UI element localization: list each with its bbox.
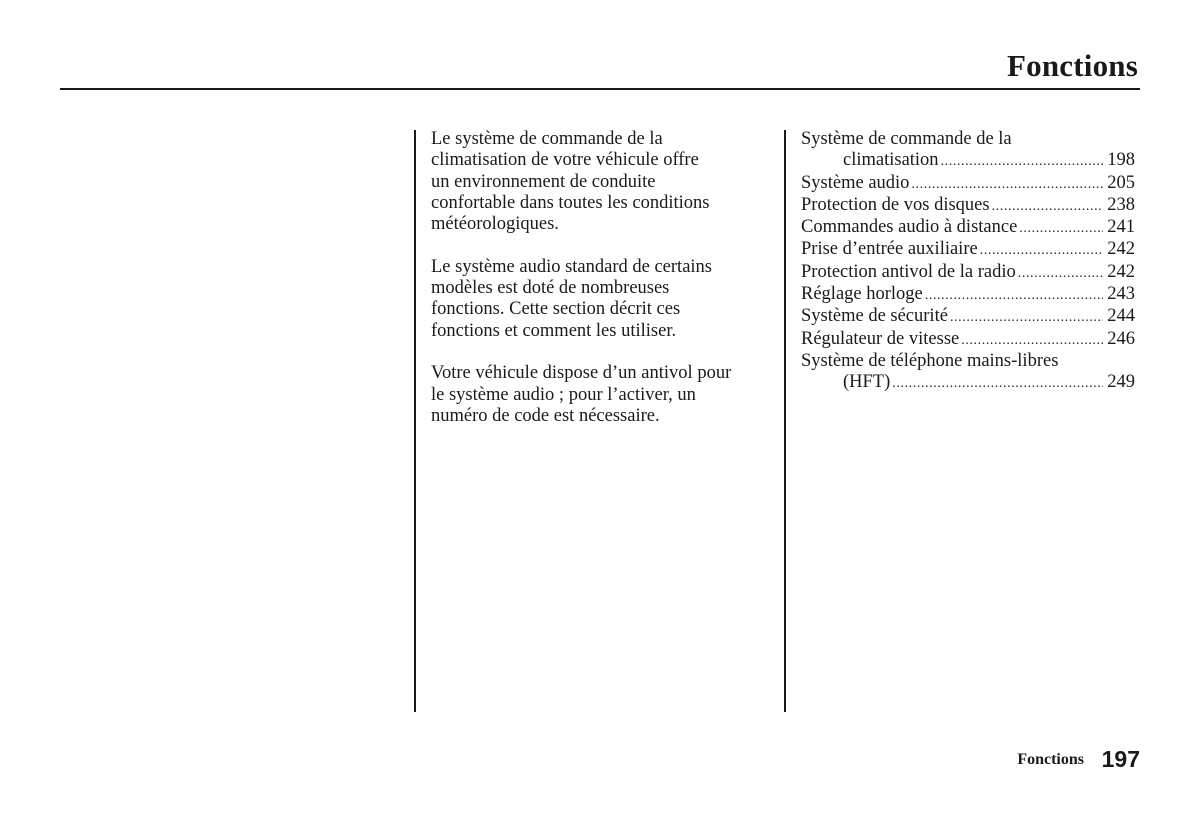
toc-entry-reglage-horloge[interactable] bbox=[801, 284, 1135, 306]
intro-paragraph: Le système audio standard de certains modèles est doté de nombreuses fonctions. Cette section décrit ces fonctions et comment les utiliser. bbox=[431, 256, 712, 341]
toc-leader-dots bbox=[911, 174, 1103, 195]
column-divider-left bbox=[414, 130, 416, 712]
toc-entry-page: 244 bbox=[1107, 306, 1135, 327]
toc-entry-label: Système audio bbox=[801, 172, 910, 193]
toc-entry-hft-line1: Système de téléphone mains-libres bbox=[801, 350, 1059, 371]
column-divider-right bbox=[784, 130, 786, 712]
intro-paragraph: Votre véhicule dispose d’un antivol pour le système audio ; pour l’activer, un numéro de code est nécessaire. bbox=[431, 363, 732, 426]
toc-entry-climatisation-line1: Système de commande de la bbox=[801, 129, 1012, 149]
toc-leader-dots bbox=[941, 151, 1103, 172]
toc-leader-dots bbox=[1018, 263, 1103, 284]
toc-entry-page: 241 bbox=[1107, 217, 1135, 238]
toc-entry-page: 249 bbox=[1107, 372, 1135, 393]
page-title: Fonctions bbox=[1007, 48, 1138, 83]
toc-entry-label: Prise d’entrée auxiliaire bbox=[801, 239, 978, 260]
toc-entry-climatisation[interactable] bbox=[801, 150, 1135, 172]
toc-entry-page: 205 bbox=[1107, 172, 1135, 193]
toc-entry-label: Protection de vos disques bbox=[801, 194, 990, 215]
toc-leader-dots bbox=[961, 330, 1103, 351]
toc-entry-label: Système de sécurité bbox=[801, 306, 948, 327]
toc-entry-label: Réglage horloge bbox=[801, 284, 923, 305]
toc-entry-systeme-securite[interactable] bbox=[801, 306, 1135, 328]
toc-entry-hft[interactable] bbox=[801, 372, 1135, 394]
toc-entry-page: 238 bbox=[1107, 194, 1135, 215]
toc-entry-label: climatisation bbox=[843, 150, 939, 171]
page-number: 197 bbox=[1101, 746, 1140, 772]
toc-entry-page: 246 bbox=[1107, 328, 1135, 349]
toc-entry-protection-disques[interactable] bbox=[801, 195, 1135, 217]
header-divider bbox=[60, 88, 1140, 90]
toc-leader-dots bbox=[925, 285, 1103, 306]
toc-entry-systeme-audio[interactable] bbox=[801, 173, 1135, 195]
toc-entry-page: 242 bbox=[1107, 261, 1135, 282]
toc-entry-antivol-radio[interactable] bbox=[801, 262, 1135, 284]
toc-entry-label: Régulateur de vitesse bbox=[801, 328, 960, 349]
toc-entry-label: (HFT) bbox=[843, 372, 891, 393]
toc-leader-dots bbox=[980, 240, 1103, 261]
toc-leader-dots bbox=[892, 373, 1103, 394]
toc-leader-dots bbox=[1019, 218, 1103, 239]
toc-entry-label: Commandes audio à distance bbox=[801, 217, 1018, 238]
toc-leader-dots bbox=[950, 307, 1103, 328]
intro-text-column bbox=[431, 129, 776, 448]
toc-entry-commandes-audio-distance[interactable] bbox=[801, 217, 1135, 239]
toc-entry-page: 243 bbox=[1107, 284, 1135, 305]
table-of-contents bbox=[801, 129, 1135, 395]
toc-entry-regulateur-vitesse[interactable] bbox=[801, 329, 1135, 351]
toc-entry-page: 198 bbox=[1107, 150, 1135, 171]
toc-entry-page: 242 bbox=[1107, 239, 1135, 260]
toc-entry-label: Protection antivol de la radio bbox=[801, 261, 1016, 282]
intro-paragraph: Le système de commande de la climatisation de votre véhicule offre un environnement de conduite confortable dans toutes les conditions météorologiques. bbox=[431, 129, 710, 235]
toc-leader-dots bbox=[992, 196, 1103, 217]
toc-entry-prise-auxiliaire[interactable] bbox=[801, 239, 1135, 261]
footer-section-label: Fonctions bbox=[1017, 751, 1084, 768]
